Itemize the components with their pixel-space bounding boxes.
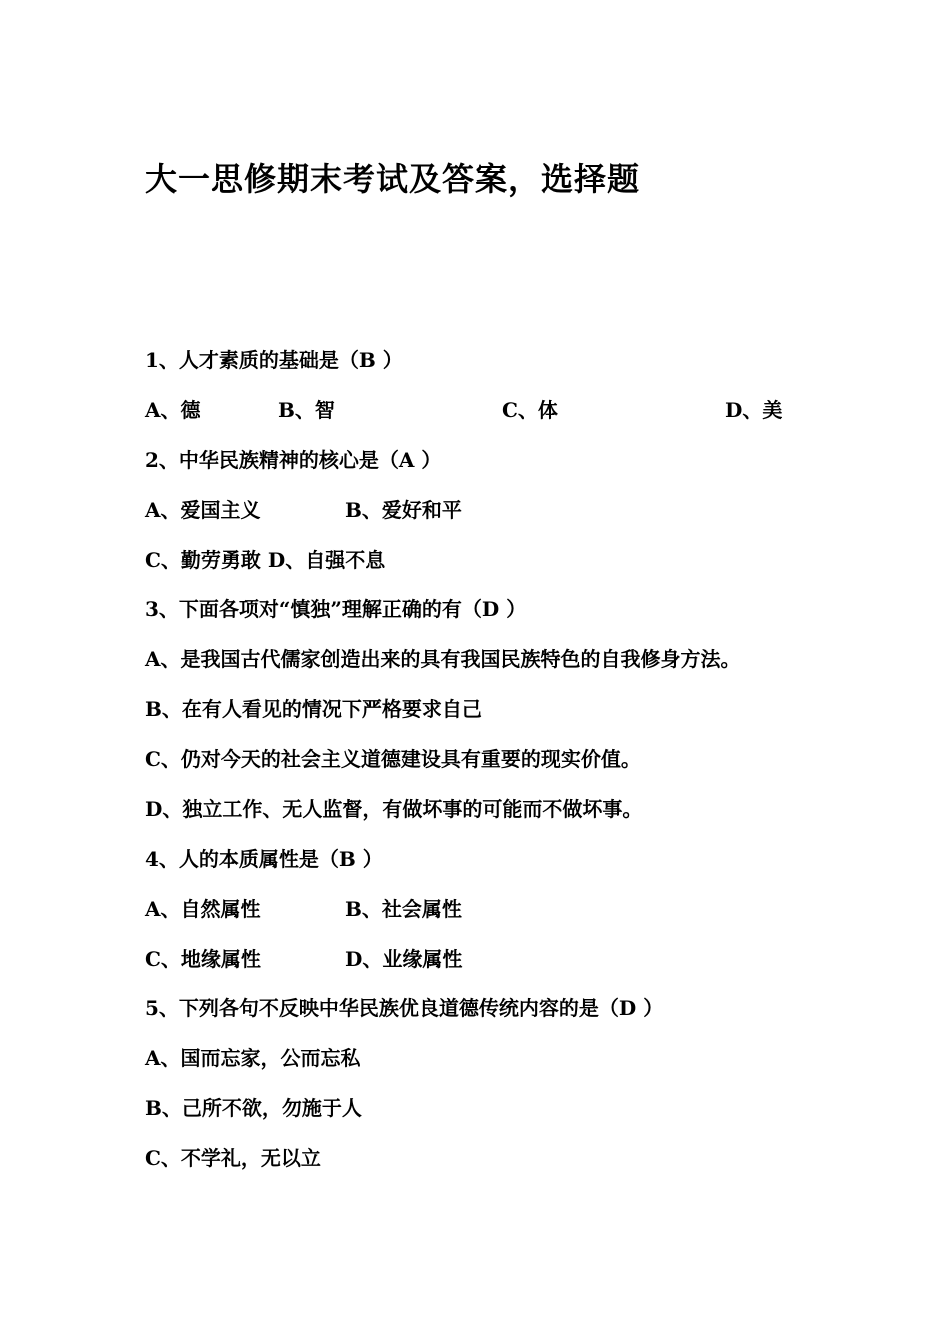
question-2-option-a: A、爱国主义	[145, 498, 261, 522]
question-3-option-c: C、仍对今天的社会主义道德建设具有重要的现实价值。	[145, 747, 641, 771]
question-3-option-a: A、是我国古代儒家创造出来的具有我国民族特色的自我修身方法。	[145, 647, 741, 671]
question-5-option-a: A、国而忘家，公而忘私	[145, 1046, 361, 1070]
question-4-option-b: B、社会属性	[345, 897, 462, 921]
question-4-option-a: A、自然属性	[145, 897, 261, 921]
question-1-stem: 1、人才素质的基础是（B ）	[145, 348, 403, 372]
question-1-option-c: C、体	[502, 398, 558, 422]
question-3-option-b: B、在有人看见的情况下严格要求自己	[145, 697, 482, 721]
question-1-option-b: B、智	[278, 398, 335, 422]
question-2-stem: 2、中华民族精神的核心是（A ）	[145, 448, 442, 472]
document-title: 大一思修期末考试及答案，选择题	[145, 160, 641, 198]
question-2-option-cd: C、勤劳勇敢 D、自强不息	[145, 548, 386, 572]
question-2-option-b: B、爱好和平	[345, 498, 462, 522]
question-1-option-a: A、德	[145, 398, 201, 422]
question-4-option-c: C、地缘属性	[145, 947, 261, 971]
question-1-option-d: D、美	[725, 398, 783, 422]
question-3-option-d: D、独立工作、无人监督，有做坏事的可能而不做坏事。	[145, 797, 643, 821]
question-4-stem: 4、人的本质属性是（B ）	[145, 847, 383, 871]
question-4-option-d: D、业缘属性	[345, 947, 463, 971]
question-5-option-b: B、己所不欲，勿施于人	[145, 1096, 362, 1120]
question-5-stem: 5、下列各句不反映中华民族优良道德传统内容的是（D ）	[145, 996, 664, 1020]
question-3-stem: 3、下面各项对“慎独”理解正确的有（D ）	[145, 597, 527, 621]
question-5-option-c: C、不学礼，无以立	[145, 1146, 321, 1170]
